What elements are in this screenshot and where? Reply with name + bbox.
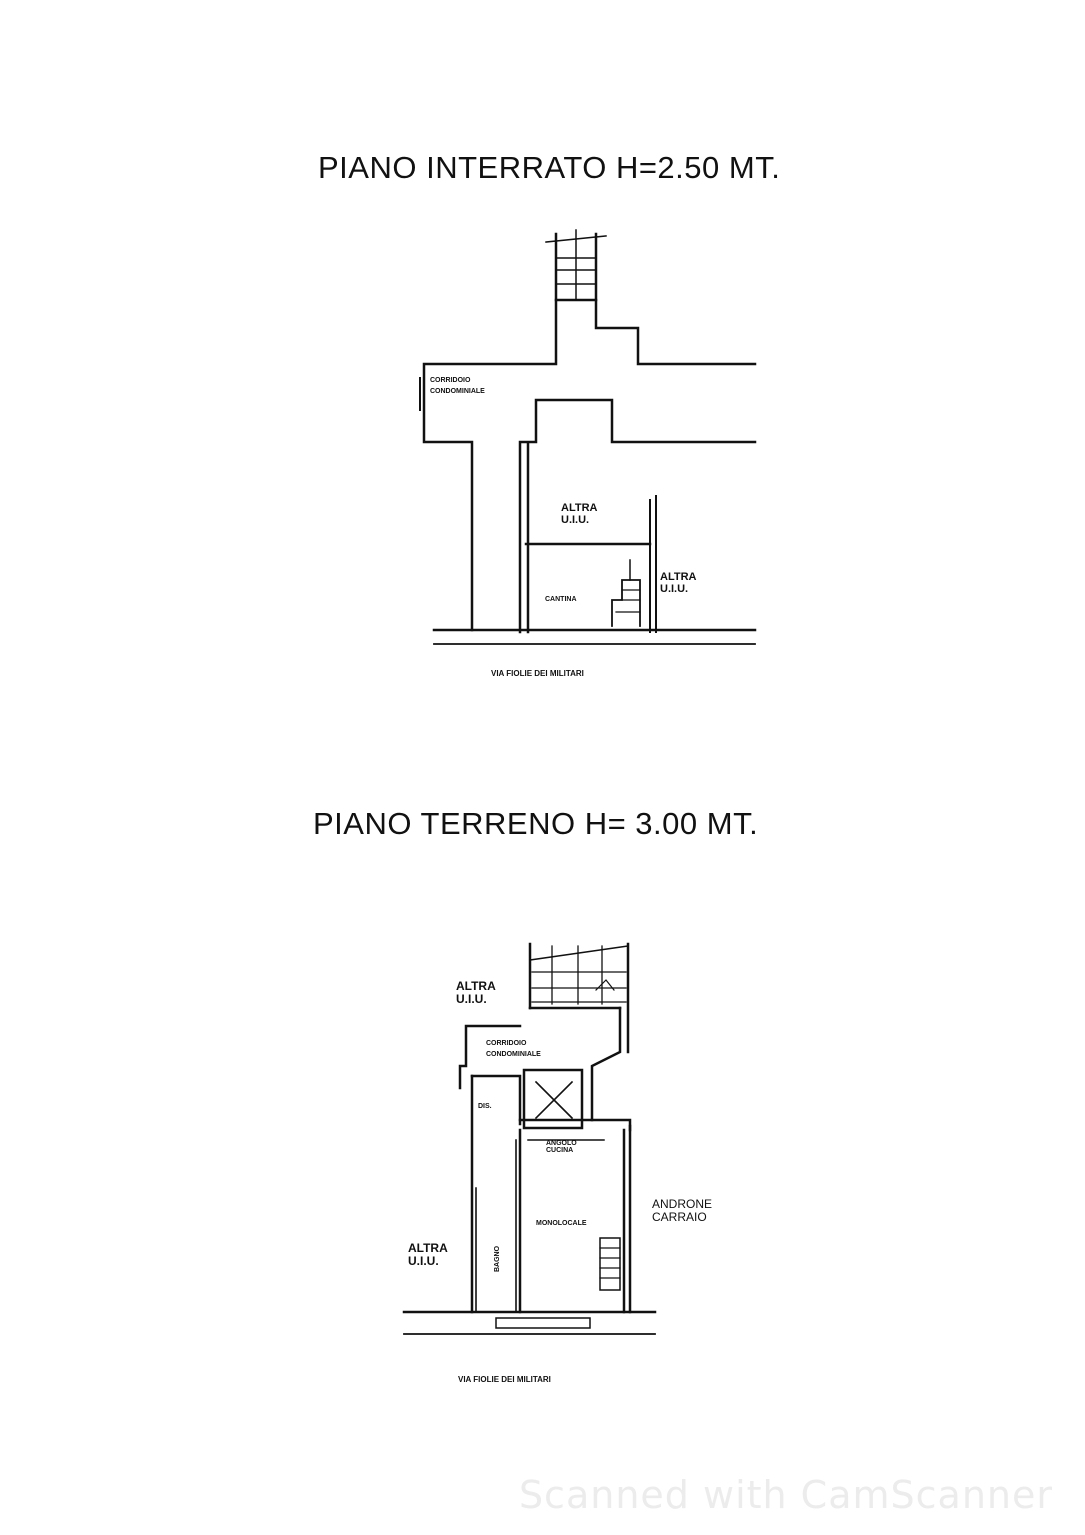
basement-corridor-label: CORRIDOIO CONDOMINIALE (430, 377, 485, 396)
ground-driveway-label: ANDRONE CARRAIO (652, 1197, 713, 1224)
ground-bath-label: BAGNO (494, 1245, 501, 1272)
ground-corridor-label: CORRIDOIO CONDOMINIALE (486, 1040, 541, 1059)
basement-other-unit-right-label: ALTRA U.I.U. (660, 571, 697, 595)
ground-other-unit-left-label: ALTRA U.I.U. (408, 1241, 448, 1268)
basement-cellar-label: CANTINA (545, 596, 577, 603)
ground-small-stair (600, 1238, 620, 1290)
ground-street-label: VIA FIOLIE DEI MILITARI (458, 1375, 551, 1384)
ground-dis-label: DIS. (478, 1103, 492, 1110)
ground-other-unit-top-label: ALTRA U.I.U. (456, 979, 496, 1006)
basement-street-label: VIA FIOLIE DEI MILITARI (491, 669, 584, 678)
ground-kitchen-label: ANGOLO CUCINA (546, 1140, 577, 1155)
basement-plan-title: PIANO INTERRATO H=2.50 MT. (318, 150, 781, 185)
basement-other-unit-top-label: ALTRA U.I.U. (561, 502, 598, 526)
scanner-watermark: Scanned with CamScanner (518, 1473, 1053, 1517)
ground-plan-title: PIANO TERRENO H= 3.00 MT. (313, 806, 759, 841)
ground-stair-well (530, 944, 628, 1052)
ground-monolocale-label: MONOLOCALE (536, 1220, 587, 1227)
